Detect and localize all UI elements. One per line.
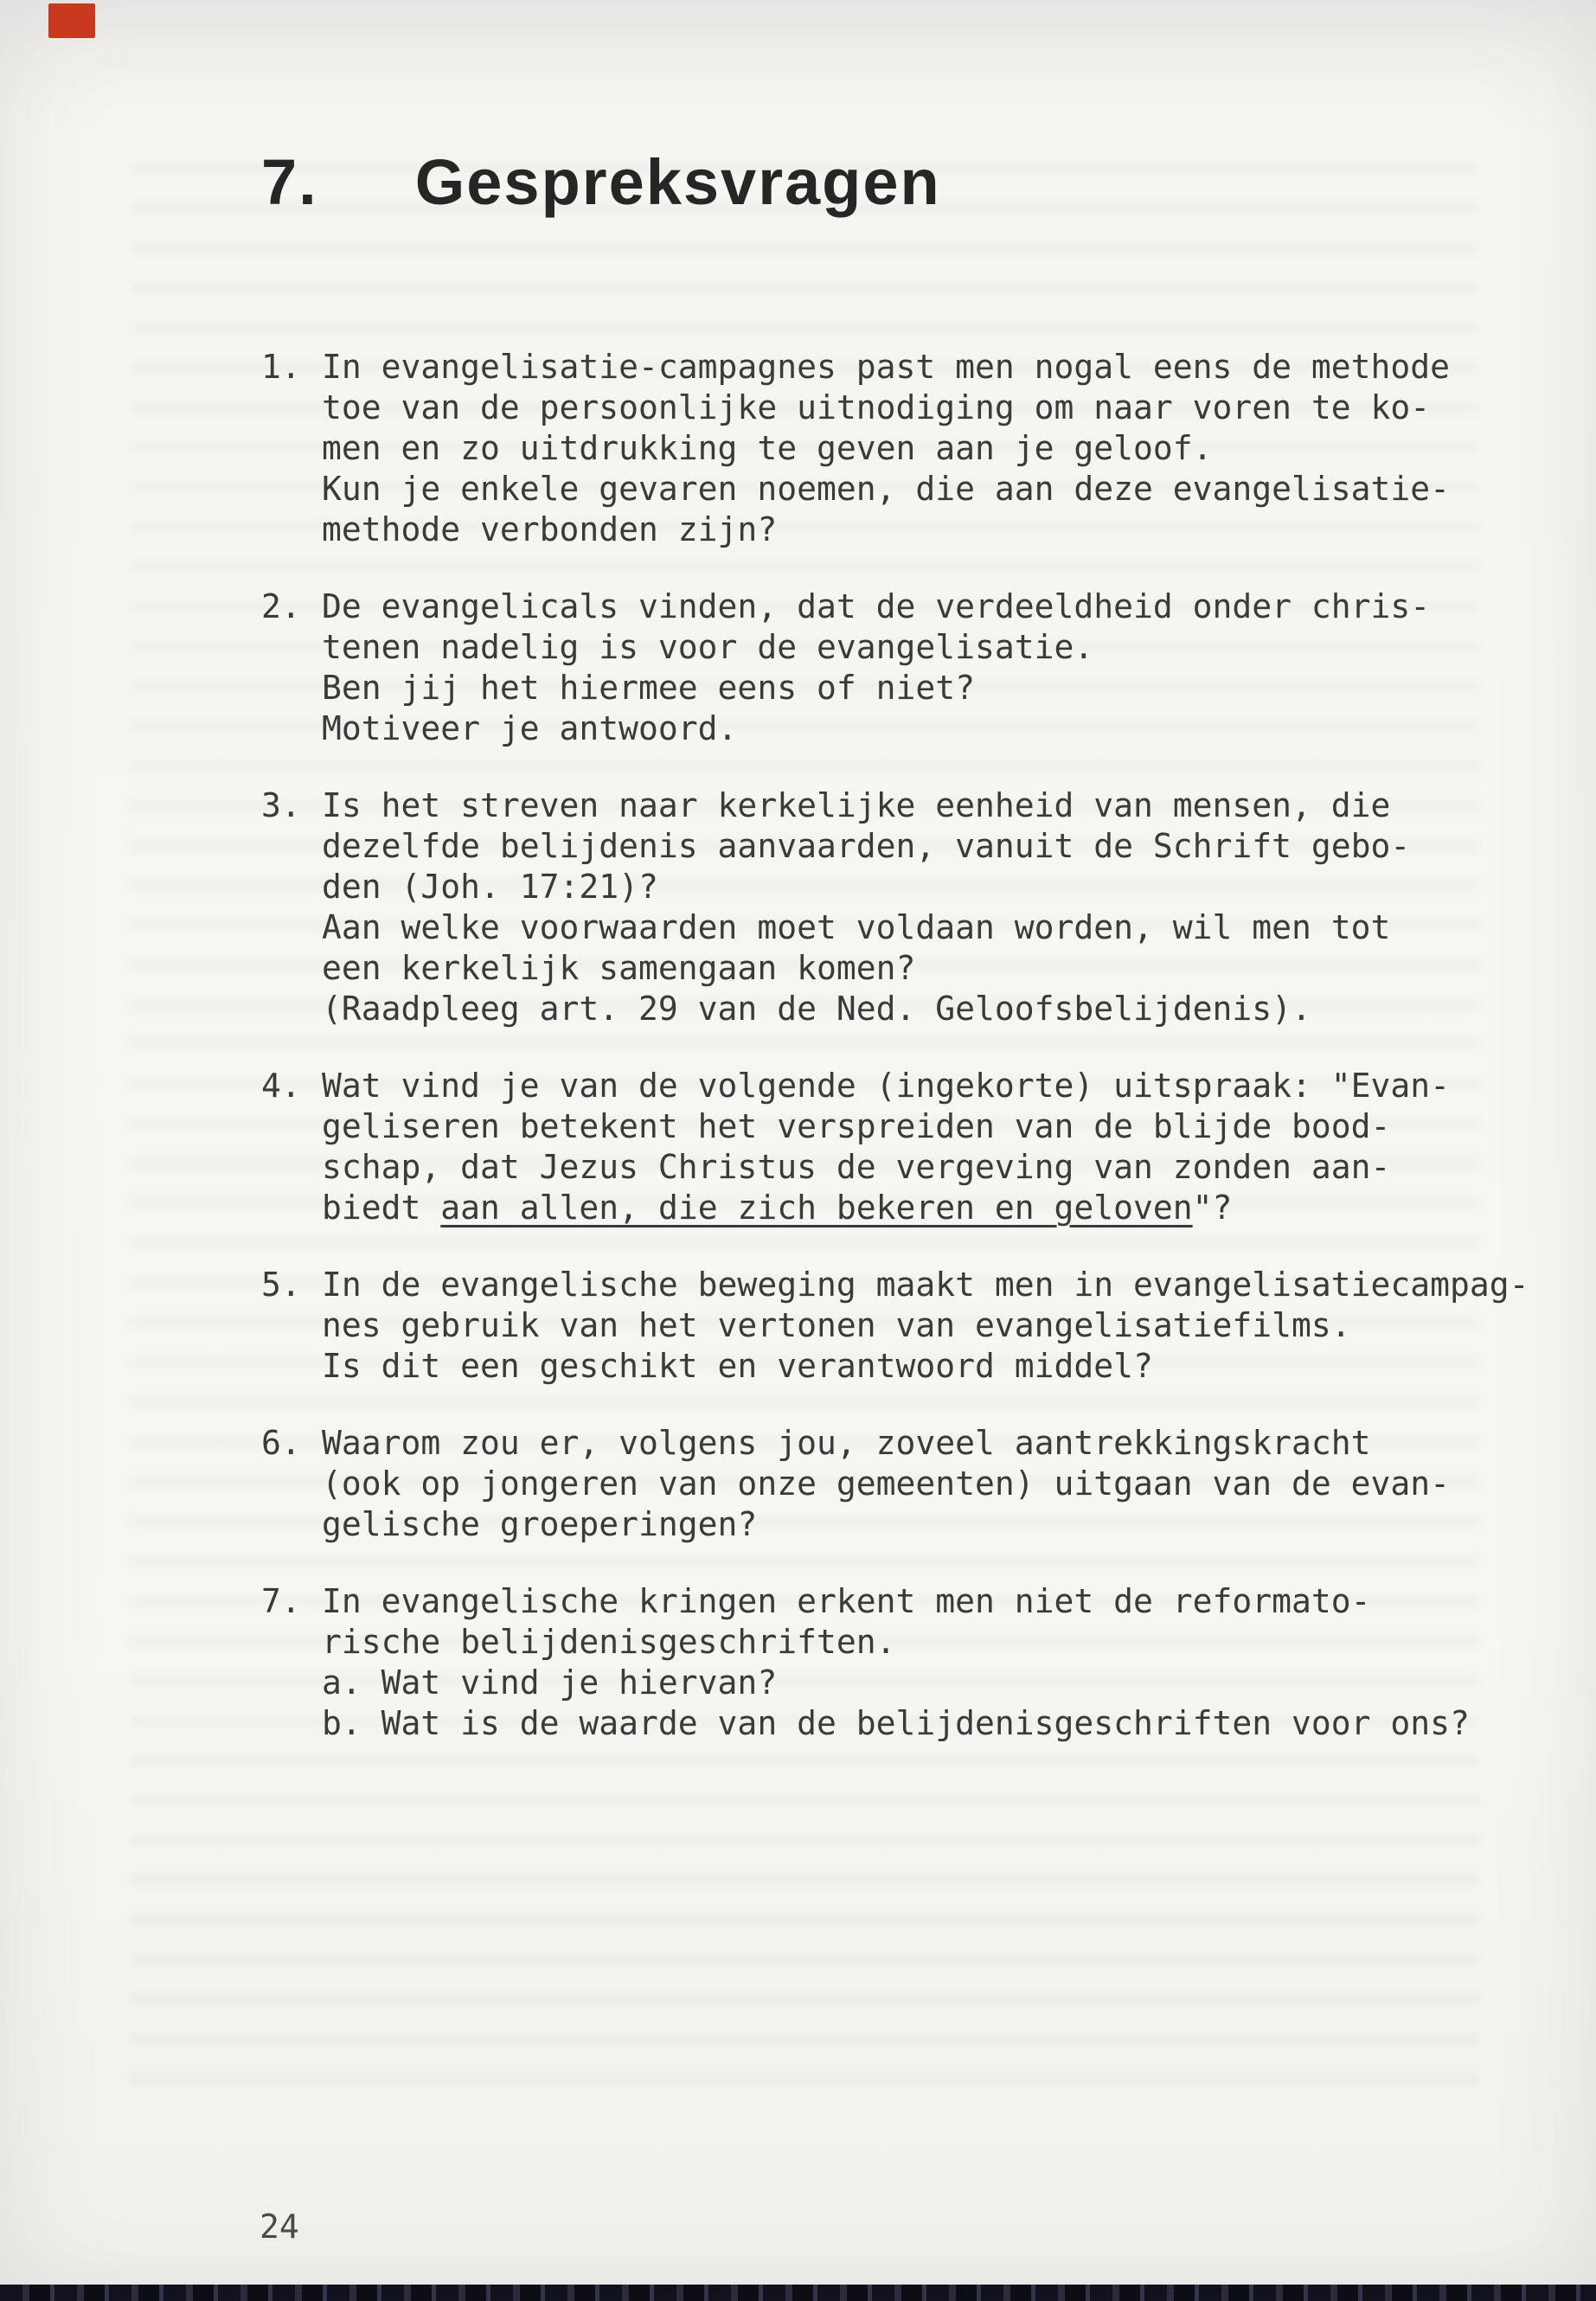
question-number: 6. — [261, 1424, 301, 1462]
question-line: a. Wat vind je hiervan? — [322, 1663, 778, 1702]
question-line: rische belijdenisgeschriften. — [322, 1623, 896, 1661]
question-lines — [322, 1581, 1550, 1744]
question-line: In evangelische kringen erkent men niet de reformato- — [322, 1582, 1371, 1620]
question-number: 4. — [261, 1067, 301, 1105]
question-line: Kun je enkele gevaren noemen, die aan deze evangelisatie- — [322, 470, 1451, 508]
question-line: schap, dat Jezus Christus de vergeving van zonden aan- — [322, 1148, 1391, 1186]
scan-edge-strip — [0, 2285, 1596, 2301]
question-item — [261, 785, 1550, 1029]
text-segment: biedt — [322, 1189, 441, 1227]
question-line: (Raadpleeg art. 29 van de Ned. Geloofsbelijdenis). — [322, 990, 1311, 1028]
question-line — [322, 1188, 1550, 1228]
underlined-text: aan allen, die zich bekeren en geloven — [440, 1189, 1193, 1227]
question-line: De evangelicals vinden, dat de verdeeldheid onder chris- — [322, 587, 1431, 625]
question-item — [261, 586, 1550, 749]
question-line: b. Wat is de waarde van de belijdenisgeschriften voor ons? — [322, 1704, 1470, 1742]
question-item — [261, 1066, 1550, 1228]
page-content — [261, 145, 1550, 1780]
question-line: Wat vind je van de volgende (ingekorte) uitspraak: "Evan- — [322, 1067, 1451, 1105]
question-line: Is dit een geschikt en verantwoord middel? — [322, 1347, 1153, 1385]
question-lines — [322, 1265, 1550, 1387]
question-lines — [322, 1423, 1550, 1545]
question-line: methode verbonden zijn? — [322, 510, 778, 548]
question-line: tenen nadelig is voor de evangelisatie. — [322, 628, 1094, 666]
question-line: Waarom zou er, volgens jou, zoveel aantrekkingskracht — [322, 1424, 1371, 1462]
question-line: nes gebruik van het vertonen van evangelisatiefilms. — [322, 1306, 1351, 1344]
question-item — [261, 1423, 1550, 1545]
question-item — [261, 1265, 1550, 1387]
question-line: dezelfde belijdenis aanvaarden, vanuit de Schrift gebo- — [322, 827, 1411, 865]
question-line: geliseren betekent het verspreiden van de blijde bood- — [322, 1107, 1391, 1145]
question-lines — [322, 1066, 1550, 1228]
question-number: 1. — [261, 348, 301, 386]
question-list — [261, 347, 1550, 1744]
question-line: Is het streven naar kerkelijke eenheid van mensen, die — [322, 786, 1391, 824]
question-line: een kerkelijk samengaan komen? — [322, 949, 916, 987]
question-item — [261, 347, 1550, 550]
question-lines — [322, 347, 1550, 550]
question-line: men en zo uitdrukking te geven aan je geloof. — [322, 429, 1213, 467]
page-title — [261, 145, 1550, 219]
question-line: In de evangelische beweging maakt men in evangelisatiecampag- — [322, 1266, 1529, 1304]
scan-artifact-red-mark — [48, 3, 95, 38]
question-line: Motiveer je antwoord. — [322, 709, 738, 747]
question-number: 5. — [261, 1266, 301, 1304]
question-line: (ook op jongeren van onze gemeenten) uitgaan van de evan- — [322, 1465, 1451, 1503]
title-number: 7. — [261, 146, 318, 218]
page-number: 24 — [260, 2208, 299, 2246]
question-lines — [322, 785, 1550, 1029]
question-line: In evangelisatie-campagnes past men nogal eens de methode — [322, 348, 1451, 386]
question-number: 7. — [261, 1582, 301, 1620]
question-line: toe van de persoonlijke uitnodiging om naar voren te ko- — [322, 388, 1431, 426]
question-item — [261, 1581, 1550, 1744]
question-line: den (Joh. 17:21)? — [322, 868, 658, 906]
question-line: gelische groeperingen? — [322, 1505, 758, 1543]
text-segment: "? — [1192, 1189, 1233, 1227]
question-line: Ben jij het hiermee eens of niet? — [322, 669, 975, 707]
question-number: 3. — [261, 786, 301, 824]
question-lines — [322, 586, 1550, 749]
title-text: Gespreksvragen — [414, 146, 941, 218]
question-line: Aan welke voorwaarden moet voldaan worden, wil men tot — [322, 908, 1391, 946]
question-number: 2. — [261, 587, 301, 625]
